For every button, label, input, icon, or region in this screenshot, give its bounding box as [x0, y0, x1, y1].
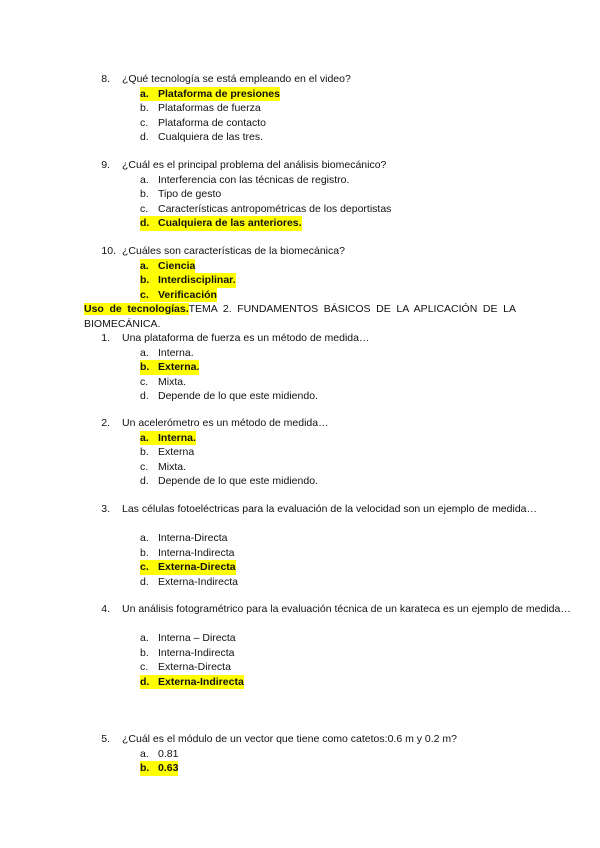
option-a: [0, 346, 600, 361]
option-c: [0, 460, 600, 475]
option-a: [0, 259, 600, 274]
question-number: 10.: [101, 245, 116, 257]
question-text: Un acelerómetro es un método de medida…: [122, 417, 329, 429]
option-a: [0, 631, 600, 646]
option-b: [0, 761, 600, 776]
question-number: 1.: [101, 332, 110, 344]
option-letter: a.: [140, 173, 149, 186]
option-c: [0, 116, 600, 131]
question-10-line: [0, 244, 600, 259]
option-text: Tipo de gesto: [158, 188, 222, 200]
option-letter: a.: [140, 87, 158, 102]
question-line: [0, 416, 600, 431]
option-letter: c.: [140, 560, 158, 575]
option-text: Externa.: [158, 361, 200, 373]
option-text: 0.81: [158, 747, 179, 760]
option-letter: c.: [140, 661, 149, 673]
question-9: [0, 158, 600, 231]
option-letter: b.: [140, 761, 158, 776]
option-c: [0, 202, 600, 217]
option-c: [0, 288, 600, 303]
option-b: [0, 101, 600, 116]
option-text: Interna-Indirecta: [158, 546, 235, 559]
option-text: Plataforma de presiones: [158, 87, 280, 100]
question-text: Un análisis fotogramétrico para la evaluación técnica de un karateca es un ejemplo de medida…: [122, 603, 571, 615]
option-d: [0, 389, 600, 404]
option-text: Externa-Directa: [158, 561, 236, 573]
option-text: Interna.: [158, 346, 194, 359]
option-list: [0, 747, 600, 776]
option-letter: a.: [140, 747, 149, 760]
option-b: [0, 187, 600, 202]
option-list: [0, 259, 600, 303]
option-b: [0, 646, 600, 661]
option-text: Interna-Directa: [158, 532, 228, 544]
option-letter: a.: [140, 532, 149, 544]
option-letter: c.: [140, 288, 158, 303]
option-letter: d.: [140, 390, 149, 402]
option-a: [0, 747, 600, 762]
option-a: [0, 531, 600, 546]
question-9-line: [0, 158, 600, 173]
option-text: Externa-Indirecta: [158, 575, 238, 588]
section-heading: TEMA 2. FUNDAMENTOS BÁSICOS DE LA APLICACIÓN DE LA BIOMECÁNICA.: [84, 303, 516, 330]
option-letter: b.: [140, 546, 149, 559]
topic2-question-4: [0, 602, 600, 689]
option-letter: d.: [140, 131, 149, 143]
option-list: [0, 631, 600, 689]
option-letter: b.: [140, 360, 158, 375]
question-8: [0, 72, 600, 145]
option-letter: d.: [140, 216, 158, 231]
option-letter: d.: [140, 675, 158, 690]
question-text: ¿Qué tecnología se está empleando en el video?: [122, 73, 351, 85]
option-c: [0, 375, 600, 390]
section-label: Uso de tecnologías.: [84, 303, 189, 315]
question-text: ¿Cuáles son características de la biomecánica?: [122, 245, 345, 257]
option-text: Mixta.: [158, 375, 187, 388]
option-a: [0, 87, 600, 102]
option-list: [0, 346, 600, 404]
option-text: Plataforma de contacto: [158, 116, 266, 129]
option-text: Plataformas de fuerza: [158, 102, 261, 114]
topic2-question-5: [0, 732, 600, 776]
question-number: 8.: [101, 73, 110, 85]
option-a: [0, 173, 600, 188]
option-text: Verificación: [158, 288, 217, 301]
option-letter: d.: [140, 575, 149, 588]
option-list: [0, 173, 600, 231]
question-number: 4.: [101, 603, 110, 615]
question-text: Las células fotoeléctricas para la evaluación de la velocidad son un ejemplo de medida…: [122, 503, 538, 515]
option-letter: b.: [140, 646, 149, 659]
option-d: [0, 675, 600, 690]
topic2-question-1: [0, 331, 600, 404]
option-c: [0, 560, 600, 575]
question-text: Una plataforma de fuerza es un método de medida…: [122, 332, 370, 344]
option-text: Interna – Directa: [158, 632, 236, 644]
option-b: [0, 445, 600, 460]
option-text: Ciencia: [158, 259, 196, 272]
option-list: [0, 431, 600, 489]
question-text: ¿Cuál es el módulo de un vector que tiene como catetos:0.6 m y 0.2 m?: [122, 733, 458, 745]
option-letter: d.: [140, 475, 149, 487]
option-text: Depende de lo que este midiendo.: [158, 390, 318, 402]
option-d: [0, 130, 600, 145]
option-text: Externa: [158, 446, 195, 458]
question-10: [0, 244, 600, 302]
option-letter: a.: [140, 346, 149, 359]
question-number: 5.: [101, 733, 110, 745]
option-text: Interferencia con las técnicas de registro.: [158, 173, 350, 186]
option-text: Cualquiera de las tres.: [158, 131, 264, 143]
option-d: [0, 575, 600, 590]
option-letter: a.: [140, 632, 149, 644]
option-text: Cualquiera de las anteriores.: [158, 217, 302, 229]
option-letter: a.: [140, 431, 158, 446]
option-text: Interdisciplinar.: [158, 274, 236, 286]
question-number: 3.: [101, 503, 110, 515]
option-d: [0, 216, 600, 231]
option-b: [0, 273, 600, 288]
option-letter: c.: [140, 460, 149, 473]
option-list: [0, 531, 600, 589]
topic2-question-3: [0, 502, 600, 589]
option-text: 0.63: [158, 762, 179, 774]
option-letter: b.: [140, 102, 149, 114]
option-letter: b.: [140, 273, 158, 288]
question-line: [0, 502, 600, 531]
topic2-question-2: [0, 416, 600, 489]
option-text: Interna.: [158, 431, 196, 444]
option-letter: c.: [140, 116, 149, 129]
option-text: Externa-Directa: [158, 661, 231, 673]
option-c: [0, 660, 600, 675]
question-line: [0, 602, 600, 631]
question-number: 2.: [101, 417, 110, 429]
option-a: [0, 431, 600, 446]
question-line: [0, 331, 600, 346]
question-text: ¿Cuál es el principal problema del análisis biomecánico?: [122, 159, 387, 171]
question-8-line: [0, 72, 600, 87]
option-letter: b.: [140, 188, 149, 200]
option-d: [0, 474, 600, 489]
option-text: Mixta.: [158, 460, 187, 473]
question-line: [0, 732, 600, 747]
option-text: Características antropométricas de los deportistas: [158, 202, 392, 215]
option-text: Interna-Indirecta: [158, 646, 235, 659]
option-letter: a.: [140, 259, 158, 274]
question-number: 9.: [101, 159, 110, 171]
option-text: Depende de lo que este midiendo.: [158, 475, 318, 487]
option-letter: c.: [140, 375, 149, 388]
option-letter: b.: [140, 446, 149, 458]
option-letter: c.: [140, 202, 149, 215]
section-title: [84, 302, 516, 331]
option-text: Externa-Indirecta: [158, 675, 244, 688]
option-list: [0, 87, 600, 145]
option-b: [0, 360, 600, 375]
option-b: [0, 546, 600, 561]
